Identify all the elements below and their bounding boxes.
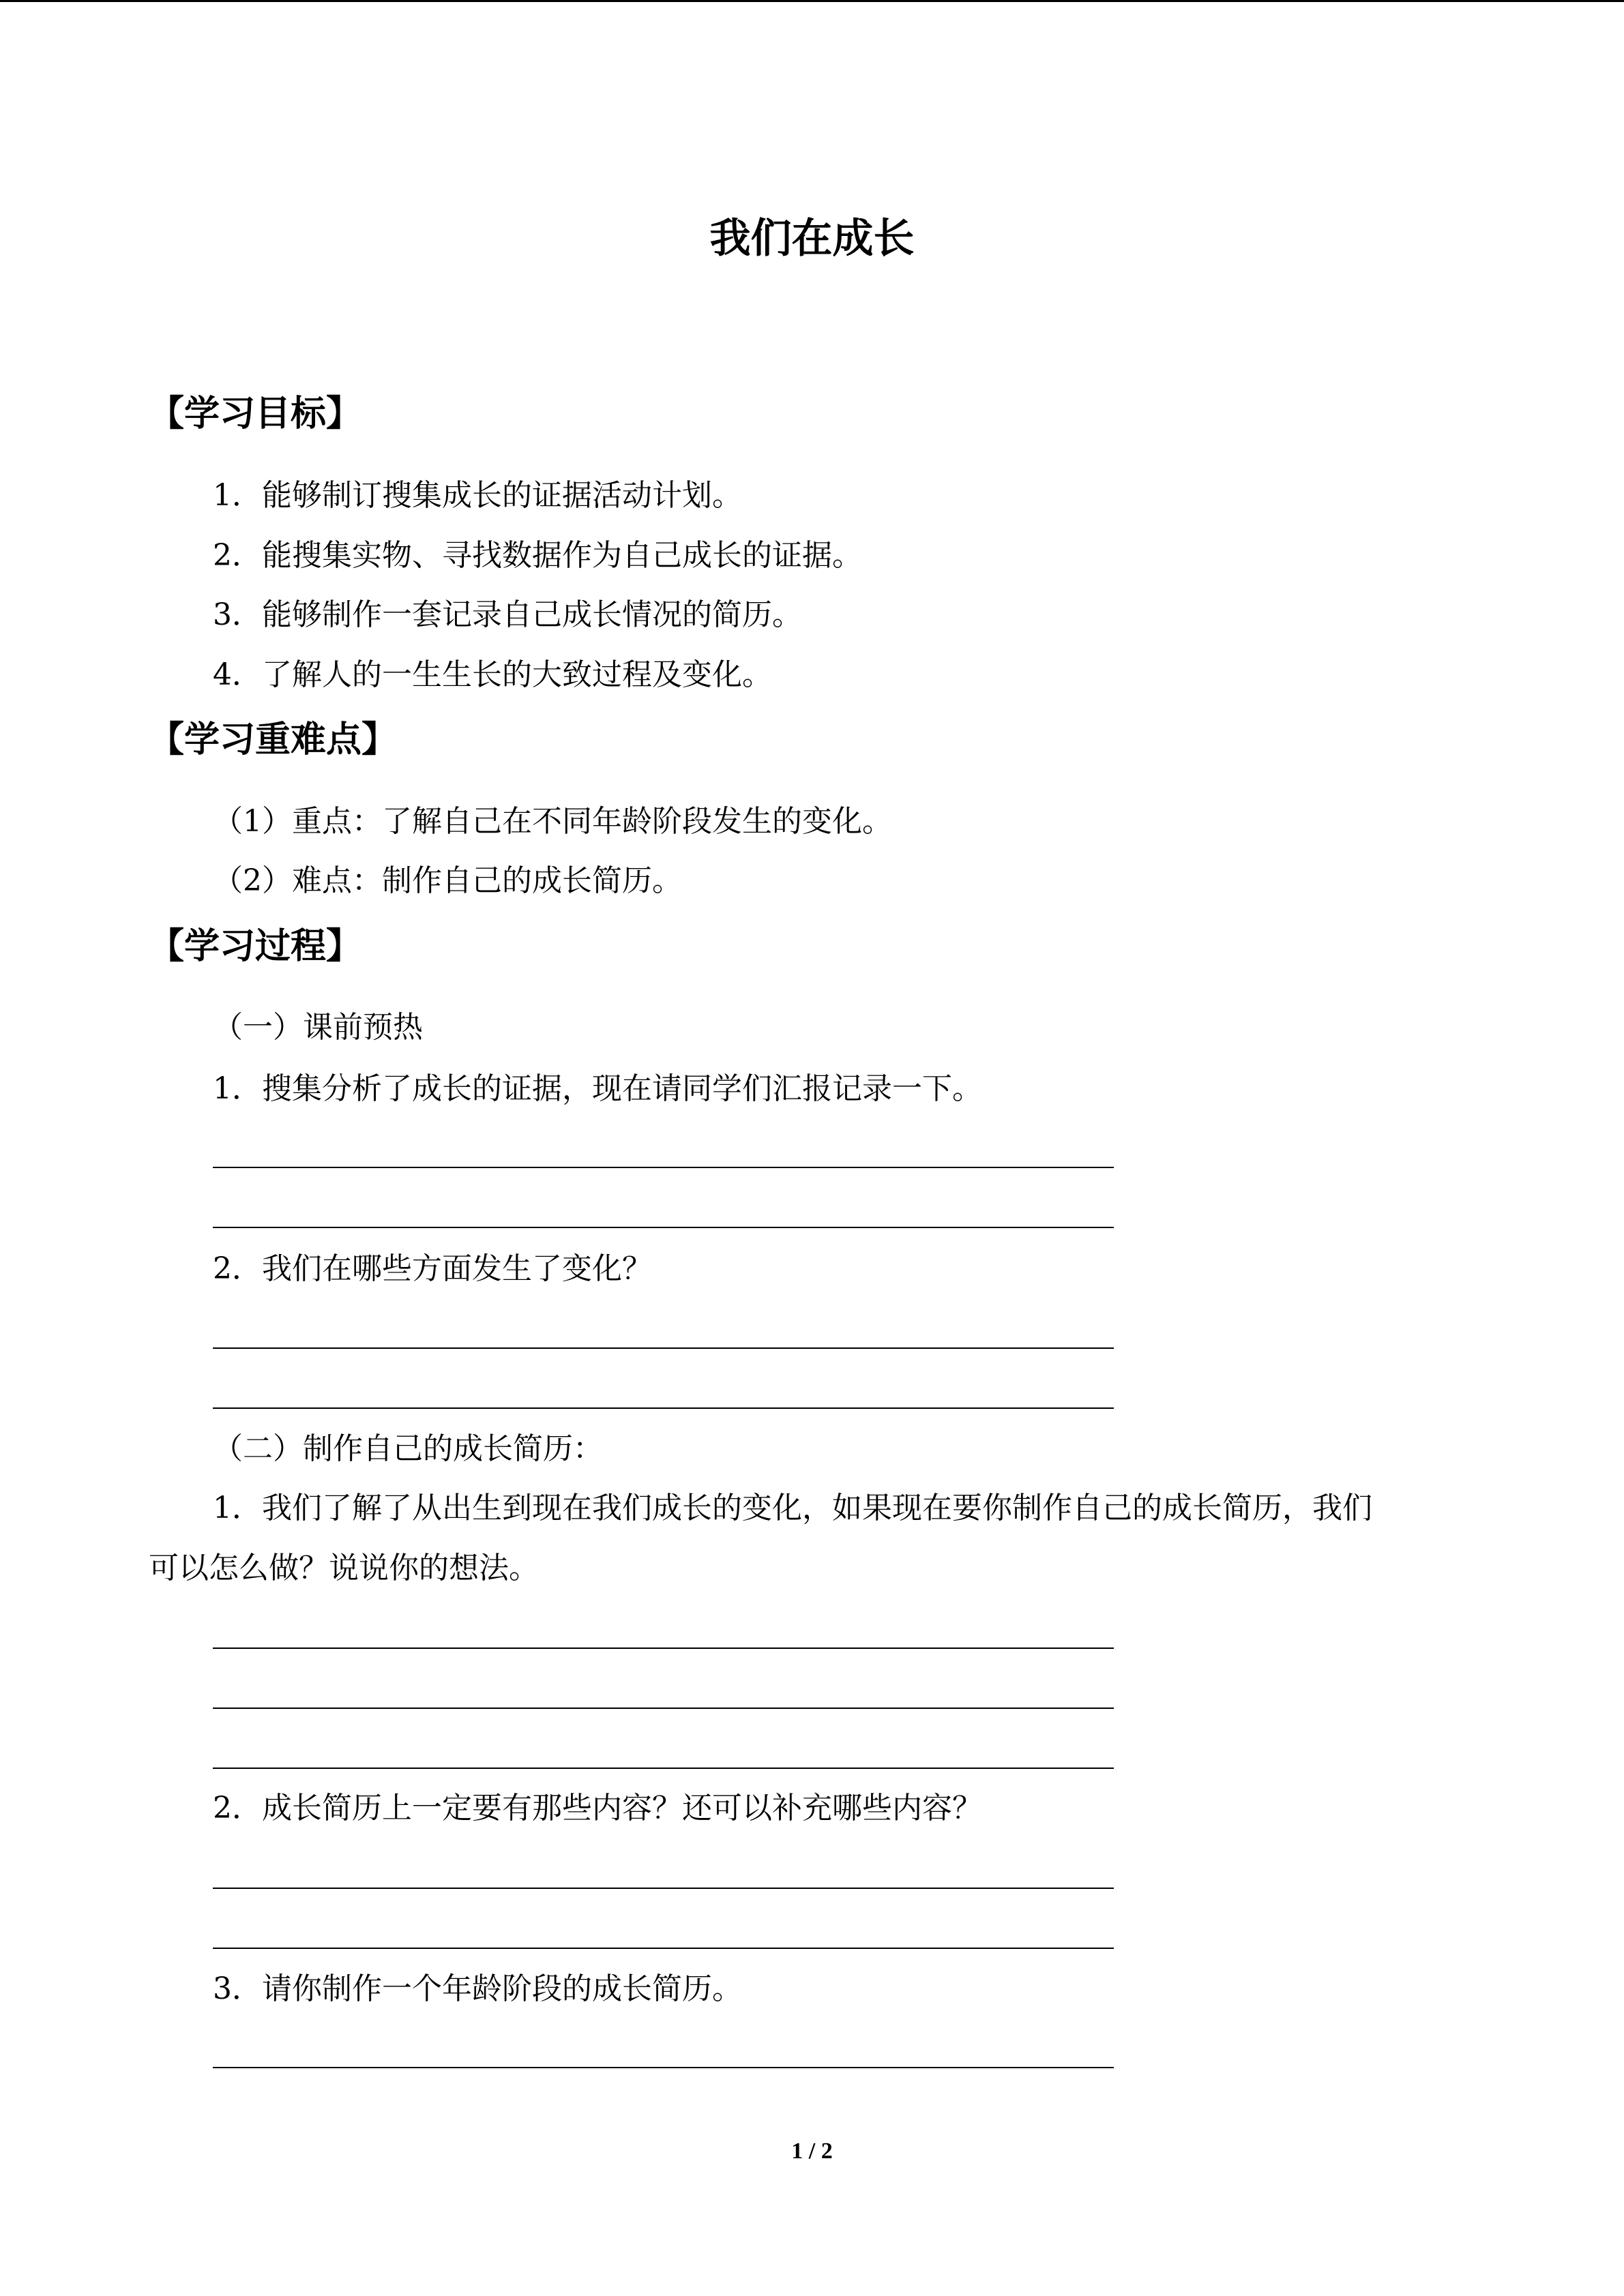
objectives-heading: 【学习目标】 <box>149 393 362 434</box>
answer-line[interactable] <box>213 1768 1114 1769</box>
question: 1．搜集分析了成长的证据，现在请同学们汇报记录一下。 <box>213 1071 982 1106</box>
answer-line[interactable] <box>213 2067 1114 2068</box>
key-point-item: （1）重点：了解自己在不同年龄阶段发生的变化。 <box>213 804 892 839</box>
question: 3．请你制作一个年龄阶段的成长简历。 <box>213 1971 742 2006</box>
key-points-heading: 【学习重难点】 <box>149 719 398 760</box>
part2-title: （二）制作自己的成长简历： <box>213 1431 603 1466</box>
page-title: 我们在成长 <box>709 215 915 263</box>
key-point-item: （2）难点：制作自己的成长简历。 <box>213 863 682 898</box>
question: 2．成长简历上一定要有那些内容？还可以补充哪些内容？ <box>213 1791 982 1825</box>
answer-line[interactable] <box>213 1888 1114 1889</box>
objective-item: 4．了解人的一生生长的大致过程及变化。 <box>213 657 772 692</box>
question: 1．我们了解了从出生到现在我们成长的变化，如果现在要你制作自己的成长简历，我们 <box>213 1491 1372 1525</box>
page-number: 1 / 2 <box>791 2138 833 2164</box>
answer-line[interactable] <box>213 1708 1114 1709</box>
question: 2．我们在哪些方面发生了变化？ <box>213 1251 652 1286</box>
process-heading: 【学习过程】 <box>149 926 362 967</box>
part1-title: （一）课前预热 <box>213 1010 423 1045</box>
objective-item: 1．能够制订搜集成长的证据活动计划。 <box>213 478 742 513</box>
answer-line[interactable] <box>213 1407 1114 1409</box>
objective-item: 3．能够制作一套记录自己成长情况的简历。 <box>213 597 802 632</box>
answer-line[interactable] <box>213 1167 1114 1168</box>
answer-line[interactable] <box>213 1948 1114 1949</box>
question-continuation: 可以怎么做？说说你的想法。 <box>149 1551 539 1585</box>
answer-line[interactable] <box>213 1347 1114 1349</box>
objective-item: 2．能搜集实物、寻找数据作为自己成长的证据。 <box>213 538 862 573</box>
answer-line[interactable] <box>213 1227 1114 1228</box>
top-border <box>0 0 1624 2</box>
answer-line[interactable] <box>213 1648 1114 1649</box>
